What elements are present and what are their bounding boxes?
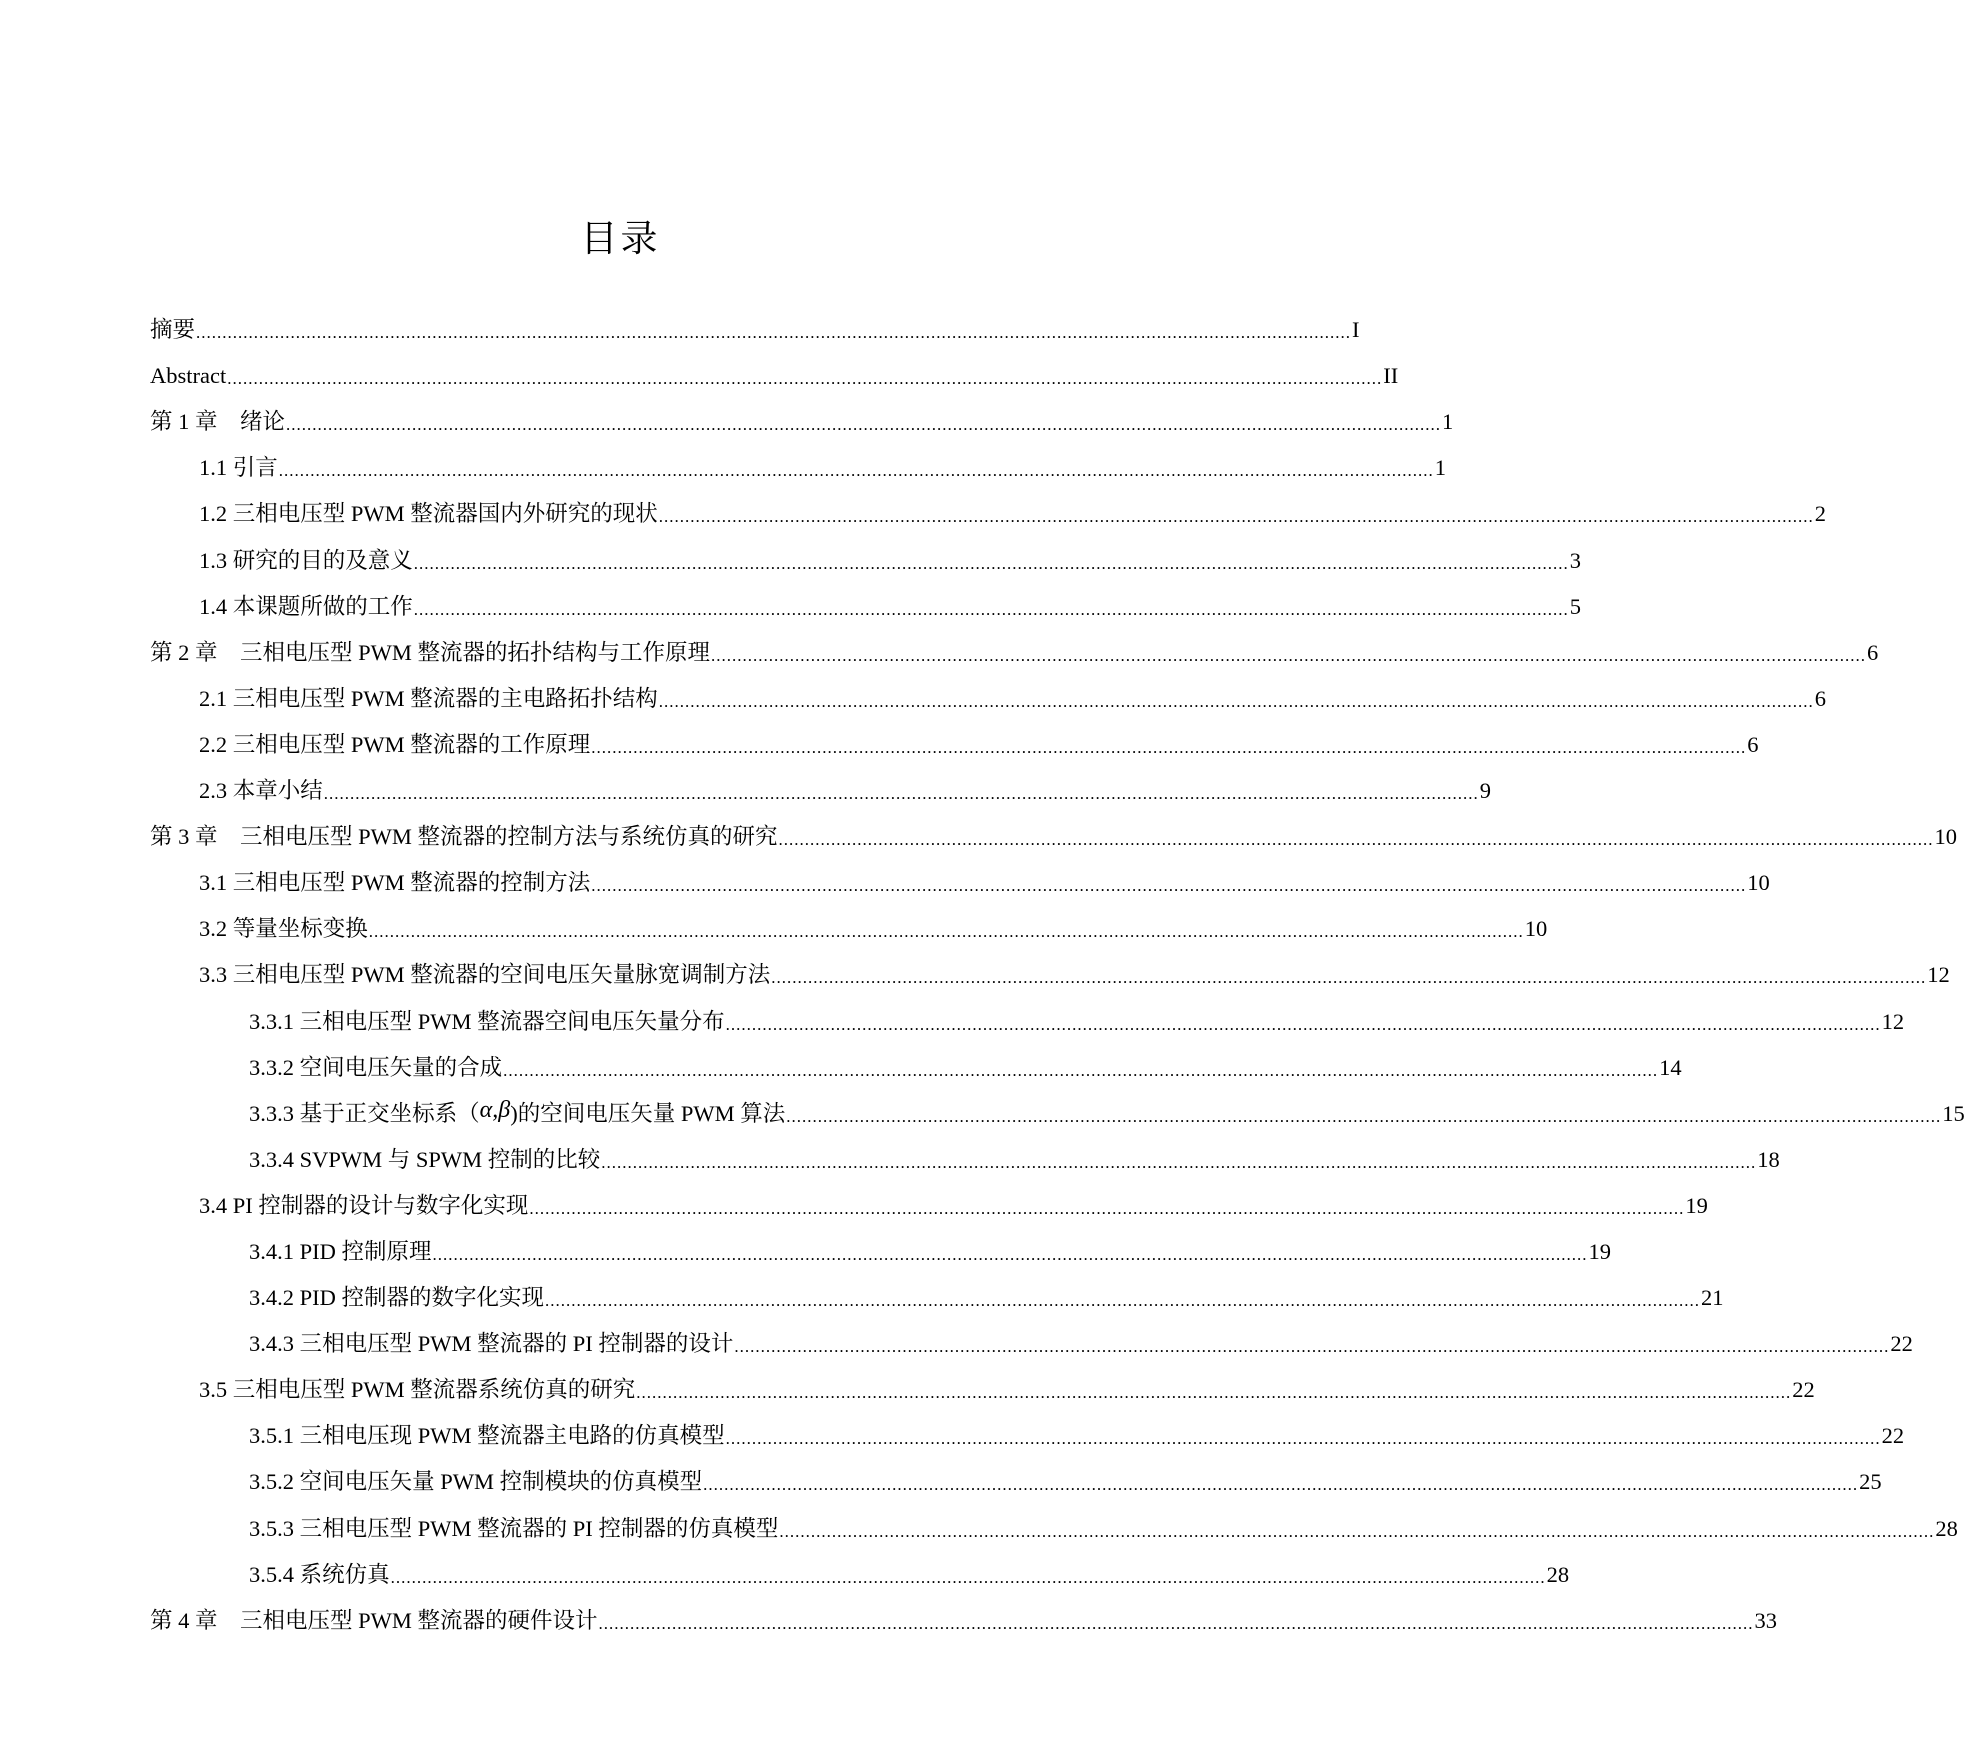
toc-page-number: 19	[1588, 1238, 1612, 1264]
dot-leader: ............................................................................................................................................................................................................................	[601, 1152, 1757, 1172]
dot-leader: ............................................................................................................................................................................................................................	[278, 461, 1434, 481]
dot-leader: ............................................................................................................................................................................................................................	[658, 691, 1814, 711]
toc-entry[interactable]	[150, 1036, 1682, 1082]
toc-entry-text: 3.5.1 三相电压现 PWM 整流器主电路的仿真模型	[249, 1423, 725, 1449]
toc-entry[interactable]	[150, 851, 1770, 897]
toc-entry[interactable]	[150, 1589, 1778, 1635]
toc-page-number: 14	[1659, 1054, 1682, 1080]
toc-entry-text: 1.1 引言	[199, 455, 278, 481]
toc-entry-text-after: )的空间电压矢量 PWM 算法	[510, 1100, 786, 1126]
toc-entry-text: 3.5.2 空间电压矢量 PWM 控制模块的仿真模型	[249, 1469, 703, 1495]
toc-entry-text: 第 1 章 绪论	[150, 409, 286, 435]
toc-entry-text: 摘要	[150, 317, 196, 343]
toc-entry-text: Abstract	[150, 363, 227, 389]
toc-entry-text: 3.3.2 空间电压矢量的合成	[249, 1054, 503, 1080]
toc-page-number: 19	[1685, 1192, 1708, 1218]
toc-entry[interactable]	[150, 713, 1759, 759]
dot-leader: ............................................................................................................................................................................................................................	[771, 968, 1927, 988]
toc-entry[interactable]	[150, 1312, 1913, 1358]
dot-leader: ............................................................................................................................................................................................................................	[598, 1613, 1754, 1633]
toc-page-number: I	[1352, 317, 1360, 343]
toc-entry[interactable]	[150, 1128, 1780, 1174]
toc-page-number: 33	[1754, 1607, 1778, 1633]
dot-leader: ............................................................................................................................................................................................................................	[286, 415, 1442, 435]
toc-page-number: 6	[1747, 731, 1759, 757]
dot-leader: ............................................................................................................................................................................................................................	[529, 1198, 1685, 1218]
toc-entry-text: 第 2 章 三相电压型 PWM 整流器的拓扑结构与工作原理	[150, 639, 711, 665]
toc-entry-text: 3.3.1 三相电压型 PWM 整流器空间电压矢量分布	[249, 1008, 725, 1034]
toc-page-number: 18	[1757, 1146, 1780, 1172]
toc-entry-text-before: 3.3.3 基于正交坐标系（	[249, 1100, 480, 1126]
toc-entry-text: 2.1 三相电压型 PWM 整流器的主电路拓扑结构	[199, 685, 658, 711]
greek-symbols: α,β	[479, 1096, 511, 1123]
toc-entry[interactable]	[150, 1174, 1708, 1220]
toc-page-number: 12	[1927, 962, 1950, 988]
toc-entry-text: 第 4 章 三相电压型 PWM 整流器的硬件设计	[150, 1607, 598, 1633]
toc-entry[interactable]	[150, 1496, 1958, 1542]
dot-leader: ............................................................................................................................................................................................................................	[778, 830, 1934, 850]
toc-page-number: 2	[1814, 501, 1827, 527]
toc-entry[interactable]	[150, 436, 1447, 482]
page-title: 目录	[580, 217, 661, 260]
toc-entry-text: 1.4 本课题所做的工作	[199, 593, 413, 619]
toc-page-number: 12	[1881, 1008, 1905, 1034]
dot-leader: ............................................................................................................................................................................................................................	[390, 1567, 1546, 1587]
toc-entry[interactable]	[150, 667, 1827, 713]
dot-leader: ............................................................................................................................................................................................................................	[703, 1475, 1859, 1495]
toc-entry[interactable]	[150, 1404, 1905, 1450]
toc-entry[interactable]	[150, 575, 1582, 621]
toc-page-number: 10	[1934, 824, 1958, 850]
toc-entry[interactable]	[150, 1450, 1882, 1496]
toc-page-number: 28	[1935, 1515, 1958, 1541]
toc-page-number: 10	[1524, 916, 1548, 942]
toc-entry-text: 1.2 三相电压型 PWM 整流器国内外研究的现状	[199, 501, 658, 527]
toc-page-number: 22	[1881, 1423, 1905, 1449]
toc-entry-text: 2.3 本章小结	[199, 778, 323, 804]
dot-leader: ............................................................................................................................................................................................................................	[503, 1060, 1659, 1080]
toc-entry[interactable]	[150, 989, 1905, 1035]
dot-leader: ............................................................................................................................................................................................................................	[711, 645, 1867, 665]
dot-leader: ............................................................................................................................................................................................................................	[734, 1337, 1890, 1357]
toc-entry[interactable]	[150, 298, 1360, 344]
toc-entry-text: 3.5 三相电压型 PWM 整流器系统仿真的研究	[199, 1377, 636, 1403]
toc-page-number: 1	[1442, 409, 1454, 435]
dot-leader: ............................................................................................................................................................................................................................	[196, 323, 1352, 343]
toc-entry-text: 1.3 研究的目的及意义	[199, 547, 413, 573]
toc-page-number: 9	[1479, 778, 1492, 804]
toc-page-number: 3	[1569, 547, 1582, 573]
dot-leader: ............................................................................................................................................................................................................................	[591, 876, 1747, 896]
toc-entry-text: 2.2 三相电压型 PWM 整流器的工作原理	[199, 731, 591, 757]
toc-entry-text: 3.4.3 三相电压型 PWM 整流器的 PI 控制器的设计	[249, 1331, 734, 1357]
toc-entry-text: 3.5.3 三相电压型 PWM 整流器的 PI 控制器的仿真模型	[249, 1515, 779, 1541]
toc-entry[interactable]	[150, 759, 1492, 805]
toc-entry-text: 3.4 PI 控制器的设计与数字化实现	[199, 1192, 529, 1218]
dot-leader: ............................................................................................................................................................................................................................	[636, 1383, 1792, 1403]
toc-page-number: 21	[1701, 1285, 1724, 1311]
dot-leader: ............................................................................................................................................................................................................................	[658, 507, 1814, 527]
dot-leader: ............................................................................................................................................................................................................................	[413, 599, 1569, 619]
dot-leader: ............................................................................................................................................................................................................................	[432, 1244, 1588, 1264]
dot-leader: ............................................................................................................................................................................................................................	[591, 737, 1747, 757]
dot-leader: ............................................................................................................................................................................................................................	[413, 553, 1569, 573]
toc-entry[interactable]	[150, 528, 1582, 574]
toc-page-number: 6	[1867, 639, 1879, 665]
toc-entry-text: 3.3.4 SVPWM 与 SPWM 控制的比较	[249, 1146, 601, 1172]
toc-entry[interactable]	[150, 1082, 1965, 1128]
dot-leader: ............................................................................................................................................................................................................................	[545, 1291, 1701, 1311]
toc-page-number: II	[1383, 363, 1399, 389]
toc-entry-text: 第 3 章 三相电压型 PWM 整流器的控制方法与系统仿真的研究	[150, 824, 778, 850]
toc-entry-text: 3.4.2 PID 控制器的数字化实现	[249, 1285, 545, 1311]
toc-page-number: 5	[1569, 593, 1582, 619]
toc-entry[interactable]	[150, 1358, 1815, 1404]
table-of-contents	[150, 298, 1965, 1635]
toc-entry[interactable]	[150, 482, 1827, 528]
toc-entry[interactable]	[150, 1543, 1570, 1589]
toc-page-number: 6	[1814, 685, 1827, 711]
toc-page-number: 1	[1434, 455, 1447, 481]
dot-leader: ............................................................................................................................................................................................................................	[725, 1429, 1881, 1449]
toc-entry-text: 3.5.4 系统仿真	[249, 1561, 390, 1587]
toc-entry-text: 3.3 三相电压型 PWM 整流器的空间电压矢量脉宽调制方法	[199, 962, 771, 988]
toc-entry-text: 3.4.1 PID 控制原理	[249, 1238, 432, 1264]
dot-leader: ............................................................................................................................................................................................................................	[779, 1521, 1935, 1541]
dot-leader: ............................................................................................................................................................................................................................	[368, 922, 1524, 942]
toc-entry[interactable]	[150, 943, 1950, 989]
dot-leader: ............................................................................................................................................................................................................................	[725, 1014, 1881, 1034]
toc-page-number: 22	[1890, 1331, 1913, 1357]
toc-entry[interactable]	[150, 344, 1399, 390]
toc-page-number: 15	[1942, 1100, 1965, 1126]
dot-leader: ............................................................................................................................................................................................................................	[786, 1106, 1942, 1126]
toc-entry[interactable]	[150, 1220, 1612, 1266]
toc-page-number: 10	[1747, 870, 1770, 896]
toc-page-number: 25	[1859, 1469, 1882, 1495]
toc-entry[interactable]	[150, 805, 1958, 851]
dot-leader: ............................................................................................................................................................................................................................	[227, 369, 1383, 389]
toc-page-number: 22	[1792, 1377, 1815, 1403]
toc-entry[interactable]	[150, 390, 1454, 436]
toc-entry-text	[249, 1096, 786, 1128]
dot-leader: ............................................................................................................................................................................................................................	[323, 784, 1479, 804]
toc-entry[interactable]	[150, 897, 1548, 943]
toc-entry[interactable]	[150, 621, 1879, 667]
toc-entry[interactable]	[150, 1266, 1724, 1312]
toc-entry-text: 3.2 等量坐标变换	[199, 916, 368, 942]
toc-page-number: 28	[1546, 1561, 1570, 1587]
toc-entry-text: 3.1 三相电压型 PWM 整流器的控制方法	[199, 870, 591, 896]
